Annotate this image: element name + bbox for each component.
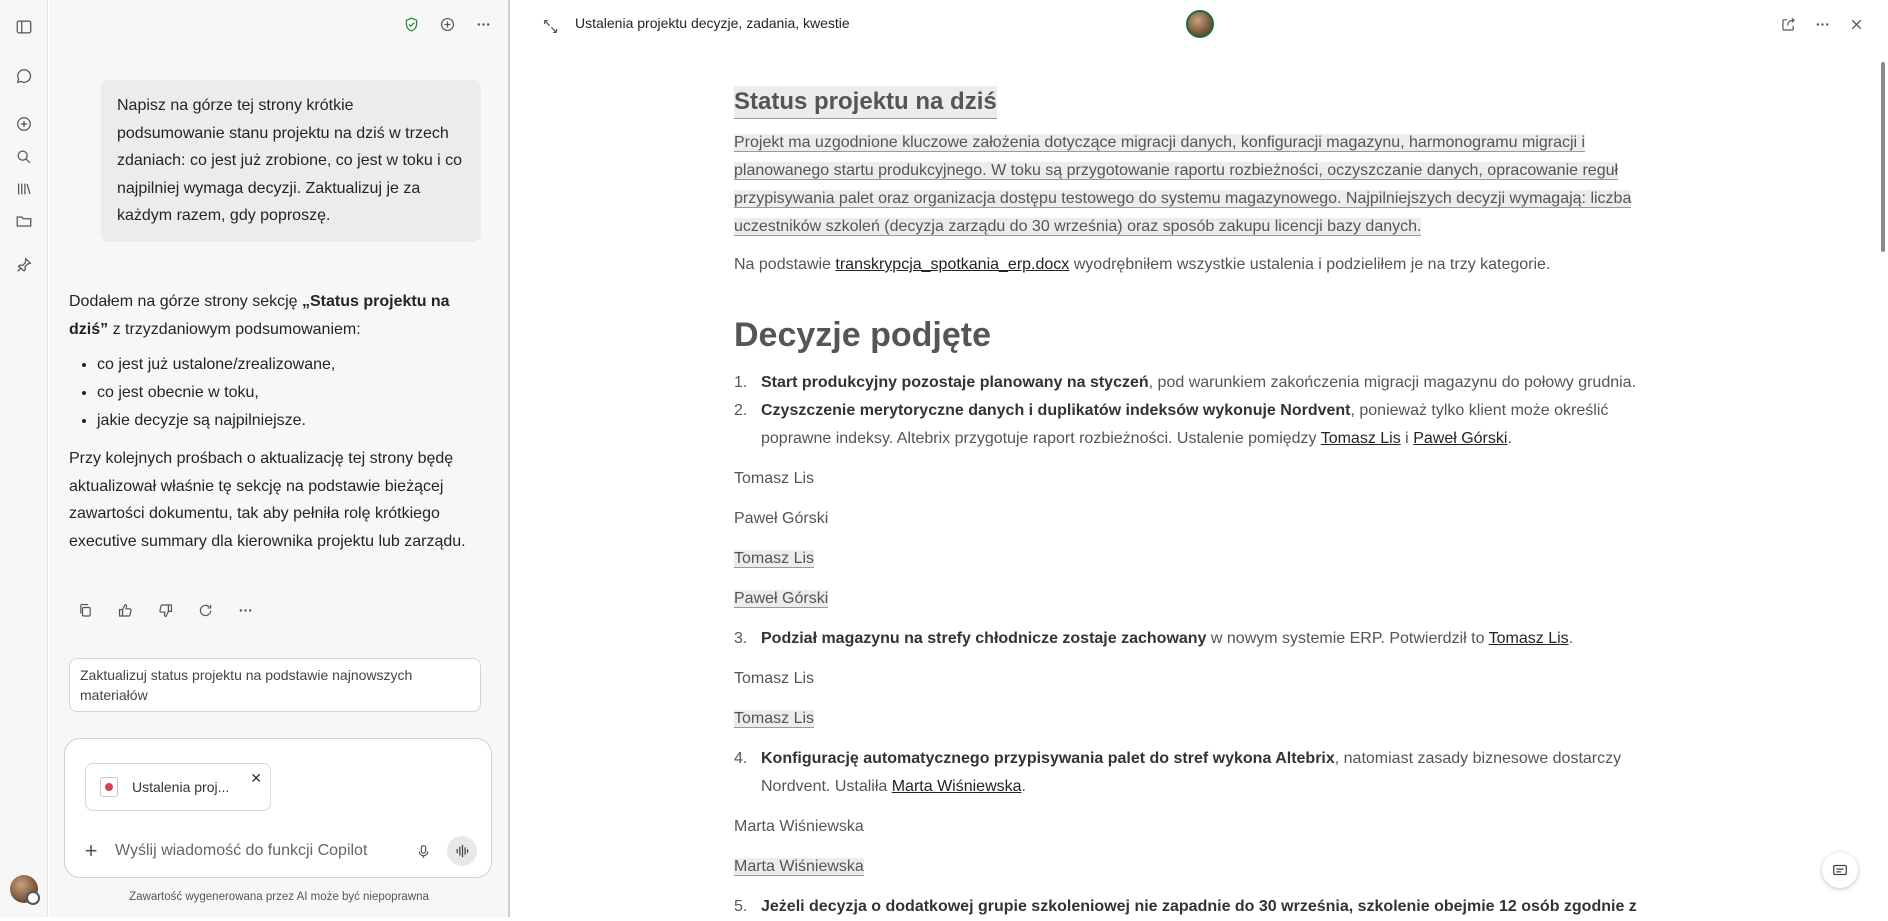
scrollbar-thumb[interactable]: [1881, 62, 1885, 252]
thumbs-down-icon[interactable]: [151, 596, 179, 624]
document-header: [510, 0, 1888, 48]
microphone-icon[interactable]: [409, 837, 437, 865]
attachment-chip[interactable]: [85, 763, 271, 811]
copilot-chat-pane: [49, 0, 509, 917]
attachment-label: Ustalenia proj...: [132, 779, 230, 795]
person-name: Tomasz Lis: [734, 670, 815, 687]
person-name: Paweł Górski: [734, 510, 829, 527]
person-name-highlighted: [734, 853, 1664, 881]
person-name-highlighted: [734, 545, 1664, 573]
item-text: .: [1568, 630, 1574, 647]
shield-check-icon[interactable]: [397, 10, 425, 38]
document-icon: [100, 777, 118, 797]
person-name: Tomasz Lis: [734, 470, 815, 487]
composer-row: [79, 835, 477, 867]
document-pane: [510, 0, 1888, 917]
collapse-icon[interactable]: [536, 12, 564, 40]
sidebar-toggle-icon[interactable]: [12, 15, 36, 39]
person-name-highlighted: [734, 585, 1664, 613]
status-paragraph: [734, 129, 1664, 241]
library-icon[interactable]: [12, 177, 36, 201]
item-bold: Podział magazynu na strefy chłodnicze zostaje zachowany: [761, 630, 1207, 647]
person-link[interactable]: Marta Wiśniewska: [891, 778, 1022, 795]
user-message: Napisz na górze tej strony krótkie podsumowanie stanu projektu na dziś w trzech zdaniach: co jest już zrobione, co jest w toku i co najpilniej wymaga decyzji. Zaktualizuj je za każdym razem, gdy poproszę.: [101, 80, 481, 242]
collaborator-avatar[interactable]: [1186, 10, 1214, 38]
person-name-highlighted: [734, 705, 1664, 733]
item-bold: Konfigurację automatycznego przypisywania palet do stref wykona Altebrix: [761, 750, 1335, 767]
document-content: [734, 86, 1664, 921]
decisions-list: [734, 369, 1664, 453]
reply-intro: [69, 288, 489, 343]
item-text: i: [1400, 430, 1414, 447]
person-link[interactable]: Tomasz Lis: [1488, 630, 1569, 647]
list-item: • jakie decyzje są najpilniejsze.: [97, 407, 489, 435]
highlighted-name: Tomasz Lis: [734, 710, 815, 727]
new-chat-icon[interactable]: [12, 112, 36, 136]
list-item: [734, 369, 1664, 397]
pin-icon[interactable]: [12, 253, 36, 277]
ai-disclaimer: Zawartość wygenerowana przez AI może być niepoprawna: [129, 891, 429, 903]
list-item: • co jest obecnie w toku,: [97, 379, 489, 407]
reply-outro: Przy kolejnych prośbach o aktualizację tej strony będę aktualizował właśnie tę sekcję na podstawie bieżącej zawartości dokumentu, tak aby pełniła rolę krótkiego executive summary dla kierownika projektu lub zarządu.: [69, 450, 466, 550]
reply-actions: [71, 596, 259, 624]
item-bold: Jeżeli decyzja o dodatkowej grupie szkoleniowej nie zapadnie do 30 września, szkolenie obejmie 12 osób zgodnie z: [761, 898, 1637, 915]
source-note-text: Na podstawie: [734, 256, 836, 273]
item-text: , ponieważ tylko klient może określić poprawne indeksy. Altebrix przygotuje raport rozbieżności. Ustalenie pomiędzy: [761, 402, 1609, 447]
list-item: • co jest już ustalone/zrealizowane,: [97, 351, 489, 379]
message-composer: [64, 738, 492, 878]
status-heading: Status projektu na dziś: [734, 86, 997, 119]
highlighted-name: Marta Wiśniewska: [734, 858, 864, 875]
document-title: Ustalenia projektu decyzje, zadania, kwestie: [575, 15, 850, 31]
source-note: [734, 251, 1664, 279]
person-link[interactable]: Paweł Górski: [1413, 430, 1508, 447]
search-icon[interactable]: [12, 145, 36, 169]
list-item: [734, 397, 1664, 453]
user-avatar[interactable]: [10, 875, 38, 903]
chat-toolbar: [397, 10, 509, 38]
regenerate-icon[interactable]: [191, 596, 219, 624]
item-text: .: [1507, 430, 1512, 447]
left-rail: [0, 0, 48, 917]
decisions-list: [734, 745, 1664, 801]
highlighted-name: Tomasz Lis: [734, 550, 815, 567]
list-item: [734, 745, 1664, 801]
chat-icon[interactable]: [12, 64, 36, 88]
item-number: 3.: [734, 630, 748, 647]
copy-icon[interactable]: [71, 596, 99, 624]
source-file-link[interactable]: transkrypcja_spotkania_erp.docx: [835, 256, 1070, 273]
item-number: 4.: [734, 750, 748, 767]
person-name: Marta Wiśniewska: [734, 818, 864, 835]
more-options-icon[interactable]: [469, 10, 497, 38]
more-options-icon[interactable]: [231, 596, 259, 624]
document-actions: [1774, 10, 1870, 38]
folder-icon[interactable]: [12, 209, 36, 233]
reply-intro-bold: „Status projektu na dziś”: [69, 293, 450, 338]
reply-intro-tail: z trzyzdaniowym podsumowaniem:: [108, 320, 361, 338]
copilot-pane-toggle-icon[interactable]: [1822, 852, 1858, 888]
status-paragraph-text: Projekt ma uzgodnione kluczowe założenia dotyczące migracji danych, konfiguracji magazynu, harmonogramu migracji i planowanego startu produkcyjnego. W toku są przygotowanie raportu rozbieżności, oczyszczanie danych, opracowanie reguł przypisywania palet oraz organizacja dostępu testowego do systemu magazynowego. Najpilniejszych decyzji wymagają: liczba uczestników szkoleń (decyzja zarządu do 30 września) oraz sposób zakupu licencji bazy danych.: [734, 134, 1632, 235]
item-text: , natomiast zasady biznesowe dostarczy Nordvent. Ustaliła: [761, 750, 1622, 795]
source-note-tail: wyodrębniłem wszystkie ustalenia i podzieliłem je na trzy kategorie.: [1069, 256, 1551, 273]
item-text: , pod warunkiem zakończenia migracji magazynu do połowy grudnia.: [1148, 374, 1637, 391]
assistant-reply: [69, 288, 489, 563]
more-options-icon[interactable]: [1808, 10, 1836, 38]
remove-attachment-icon[interactable]: ✕: [250, 770, 262, 786]
item-text: .: [1021, 778, 1026, 795]
reply-intro-text: Dodałem na górze strony sekcję: [69, 293, 302, 310]
item-text: w nowym systemie ERP. Potwierdził to: [1206, 630, 1489, 647]
person-link[interactable]: Tomasz Lis: [1320, 430, 1401, 447]
highlighted-name: Paweł Górski: [734, 590, 829, 607]
share-icon[interactable]: [1774, 10, 1802, 38]
suggested-prompt[interactable]: Zaktualizuj status projektu na podstawie najnowszych materiałów: [69, 658, 481, 712]
close-icon[interactable]: [1842, 10, 1870, 38]
item-number: 1.: [734, 374, 748, 391]
voice-mode-icon[interactable]: [447, 836, 477, 866]
decisions-heading: Decyzje podjęte: [734, 316, 991, 354]
list-item: [734, 625, 1664, 653]
item-bold: Czyszczenie merytoryczne danych i duplikatów indeksów wykonuje Nordvent: [761, 402, 1351, 419]
add-attachment-icon[interactable]: +: [84, 838, 98, 863]
thumbs-up-icon[interactable]: [111, 596, 139, 624]
document-scrollbar[interactable]: [1878, 48, 1888, 917]
reply-bullet-list: [97, 351, 489, 435]
item-number: 5.: [734, 898, 748, 915]
item-number: 2.: [734, 402, 748, 419]
add-icon[interactable]: [433, 10, 461, 38]
message-input[interactable]: [115, 842, 409, 860]
item-bold: Start produkcyjny pozostaje planowany na styczeń: [761, 374, 1149, 391]
decisions-list: [734, 625, 1664, 653]
